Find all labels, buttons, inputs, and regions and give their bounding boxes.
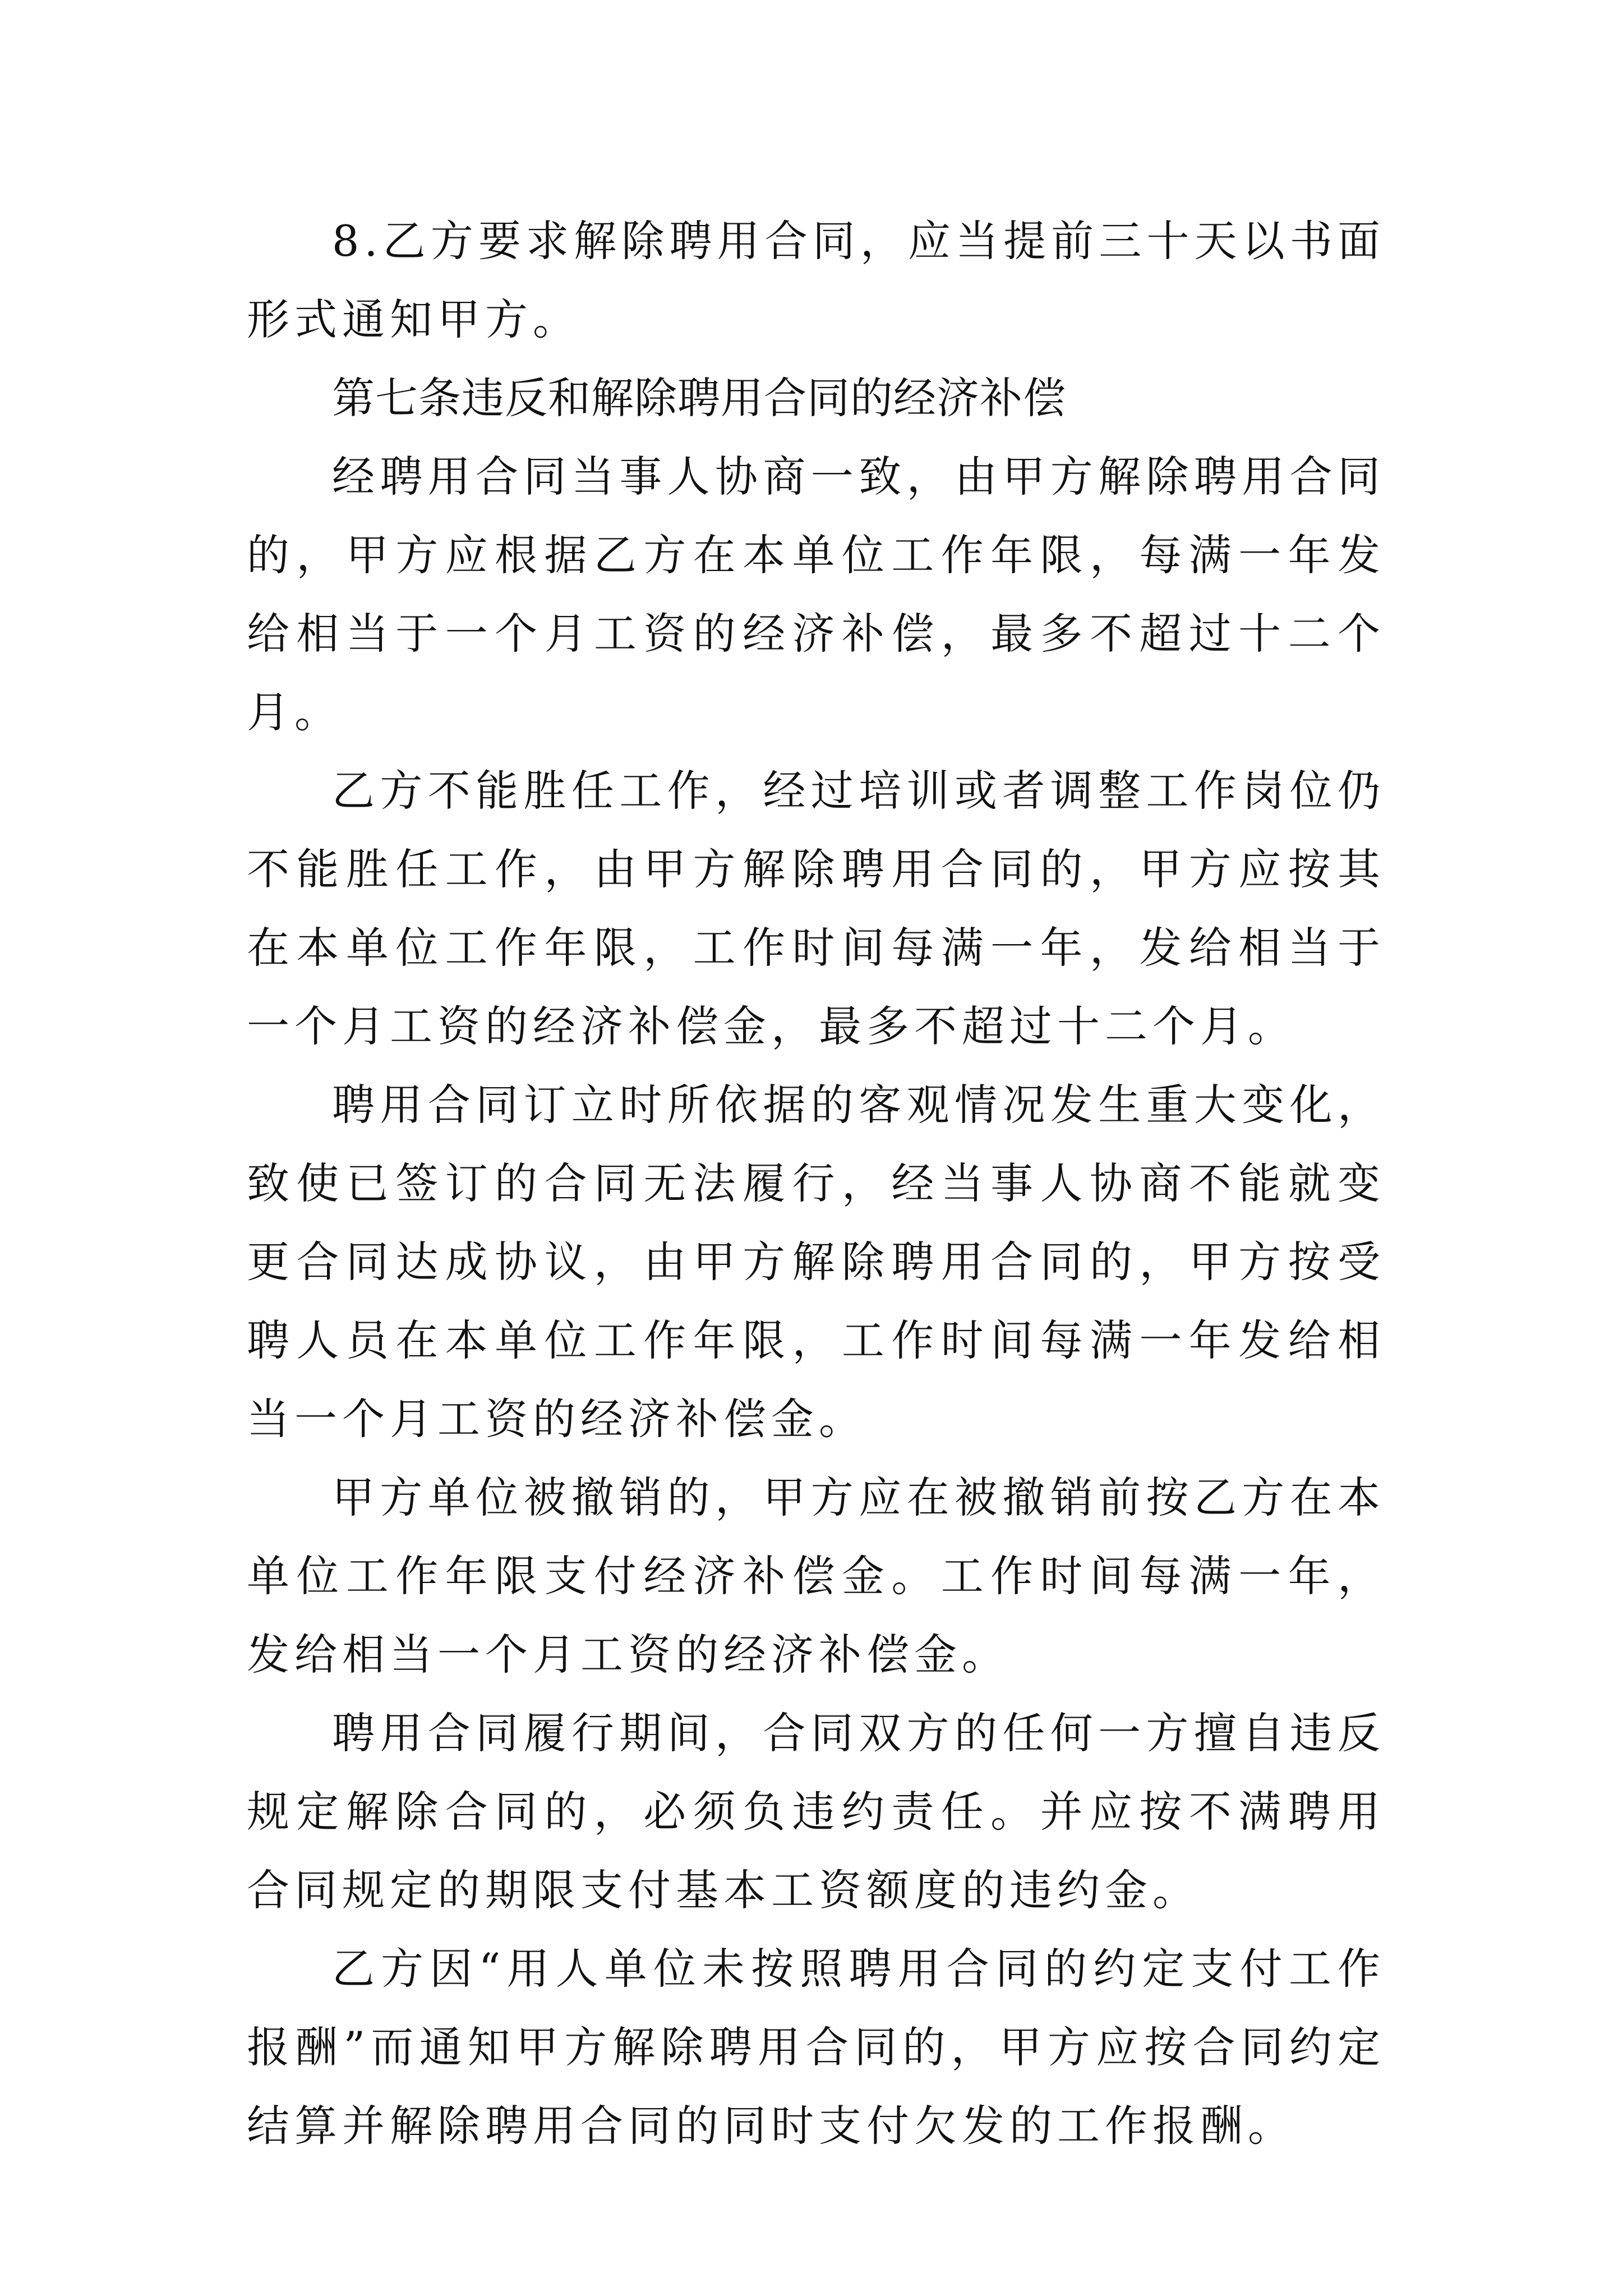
paragraph-clause-8: 8.乙方要求解除聘用合同，应当提前三十天以书面形式通知甲方。 — [247, 216, 1385, 344]
paragraph-breach-liability: 聘用合同履行期间，合同双方的任何一方擅自违反规定解除合同的，必须负违约责任。并应按不满聘用合同规定的期限支付基本工资额度的违约金。 — [247, 1708, 1385, 1915]
document-body — [247, 202, 1385, 2165]
section-heading-article-7: 第七条违反和解除聘用合同的经济补偿 — [332, 373, 1066, 423]
paragraph-unpaid-wages: 乙方因“用人单位未按照聘用合同的约定支付工作报酬”而通知甲方解除聘用合同的，甲方应按合同约定结算并解除聘用合同的同时支付欠发的工作报酬。 — [247, 1944, 1385, 2151]
paragraph-incompetence: 乙方不能胜任工作，经过培训或者调整工作岗位仍不能胜任工作，由甲方解除聘用合同的，甲方应按其在本单位工作年限，工作时间每满一年，发给相当于一个月工资的经济补偿金，最多不超过十二个月。 — [247, 766, 1385, 1051]
paragraph-unit-revoked: 甲方单位被撤销的，甲方应在被撤销前按乙方在本单位工作年限支付经济补偿金。工作时间每满一年，发给相当一个月工资的经济补偿金。 — [247, 1473, 1385, 1680]
paragraph-changed-circumstances: 聘用合同订立时所依据的客观情况发生重大变化，致使已签订的合同无法履行，经当事人协商不能就变更合同达成协议，由甲方解除聘用合同的，甲方按受聘人员在本单位工作年限，工作时间每满一年发给相当一个月工资的经济补偿金。 — [247, 1080, 1385, 1444]
paragraph-mutual-agreement: 经聘用合同当事人协商一致，由甲方解除聘用合同的，甲方应根据乙方在本单位工作年限，每满一年发给相当于一个月工资的经济补偿，最多不超过十二个月。 — [247, 452, 1385, 737]
